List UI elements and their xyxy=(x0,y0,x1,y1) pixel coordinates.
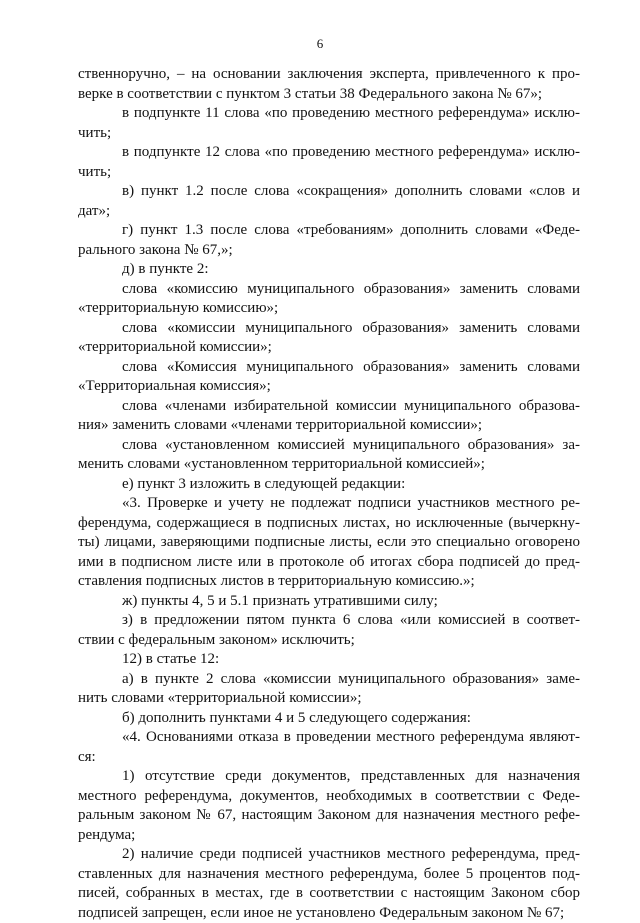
text-line: ния» заменить словами «членами территориальной комиссии»; xyxy=(78,416,580,436)
text-line: «территориальную комиссию»; xyxy=(78,299,580,319)
text-line: ж) пункты 4, 5 и 5.1 признать утратившими силу; xyxy=(78,592,580,612)
text-line: г) пункт 1.3 после слова «требованиям» дополнить словами «Феде- xyxy=(78,221,580,241)
text-line: слова «комиссию муниципального образования» заменить словами xyxy=(78,280,580,300)
text-line: б) дополнить пунктами 4 и 5 следующего содержания: xyxy=(78,709,580,729)
text-line: «3. Проверке и учету не подлежат подписи участников местного ре- xyxy=(78,494,580,514)
text-line: в подпункте 11 слова «по проведению местного референдума» исклю- xyxy=(78,104,580,124)
text-line: ральным законом № 67, настоящим Законом для назначения местного рефе- xyxy=(78,806,580,826)
text-line: д) в пункте 2: xyxy=(78,260,580,280)
text-line: менить словами «установленном территориальной комиссией»; xyxy=(78,455,580,475)
text-line: в) пункт 1.2 после слова «сокращения» дополнить словами «слов и xyxy=(78,182,580,202)
text-line: 1) отсутствие среди документов, представленных для назначения xyxy=(78,767,580,787)
text-line: ставления подписных листов в территориальную комиссию.»; xyxy=(78,572,580,592)
text-line: дат»; xyxy=(78,202,580,222)
text-line: рендума; xyxy=(78,826,580,846)
page-number: 6 xyxy=(0,36,640,52)
text-line: «территориальной комиссии»; xyxy=(78,338,580,358)
text-line: слова «членами избирательной комиссии муниципального образова- xyxy=(78,397,580,417)
text-line: в подпункте 12 слова «по проведению местного референдума» исклю- xyxy=(78,143,580,163)
text-line: чить; xyxy=(78,124,580,144)
text-line: ставленных для назначения местного референдума, более 5 процентов под- xyxy=(78,865,580,885)
text-line: чить; xyxy=(78,163,580,183)
document-body xyxy=(78,65,580,923)
text-line: нить словами «территориальной комиссии»; xyxy=(78,689,580,709)
text-line: слова «установленном комиссией муниципального образования» за- xyxy=(78,436,580,456)
text-line: писей, собранных в местах, где в соответствии с настоящим Законом сбор xyxy=(78,884,580,904)
text-line: «Территориальная комиссия»; xyxy=(78,377,580,397)
text-line: верке в соответствии с пунктом 3 статьи 38 Федерального закона № 67»; xyxy=(78,85,580,105)
text-line: а) в пункте 2 слова «комиссии муниципального образования» заме- xyxy=(78,670,580,690)
text-line: 12) в статье 12: xyxy=(78,650,580,670)
text-line: ими в подписном листе или в протоколе об итогах сбора подписей до пред- xyxy=(78,553,580,573)
text-line: слова «комиссии муниципального образования» заменить словами xyxy=(78,319,580,339)
text-line: ты) лицами, заверяющими подписные листы, если это специально оговорено xyxy=(78,533,580,553)
text-line: з) в предложении пятом пункта 6 слова «или комиссией в соответ- xyxy=(78,611,580,631)
text-line: местного референдума, документов, необходимых в соответствии с Федe- xyxy=(78,787,580,807)
text-line: рального закона № 67,»; xyxy=(78,241,580,261)
text-line: ся: xyxy=(78,748,580,768)
text-line: ствии с федеральным законом» исключить; xyxy=(78,631,580,651)
text-line: подписей запрещен, если иное не установлено Федеральным законом № 67; xyxy=(78,904,580,923)
text-line: 2) наличие среди подписей участников местного референдума, пред- xyxy=(78,845,580,865)
text-line: «4. Основаниями отказа в проведении местного референдума являют- xyxy=(78,728,580,748)
text-line: ственноручно, – на основании заключения эксперта, привлеченного к про- xyxy=(78,65,580,85)
text-line: е) пункт 3 изложить в следующей редакции: xyxy=(78,475,580,495)
text-line: слова «Комиссия муниципального образования» заменить словами xyxy=(78,358,580,378)
text-line: ферендума, содержащиеся в подписных листах, но исключенные (вычеркну- xyxy=(78,514,580,534)
